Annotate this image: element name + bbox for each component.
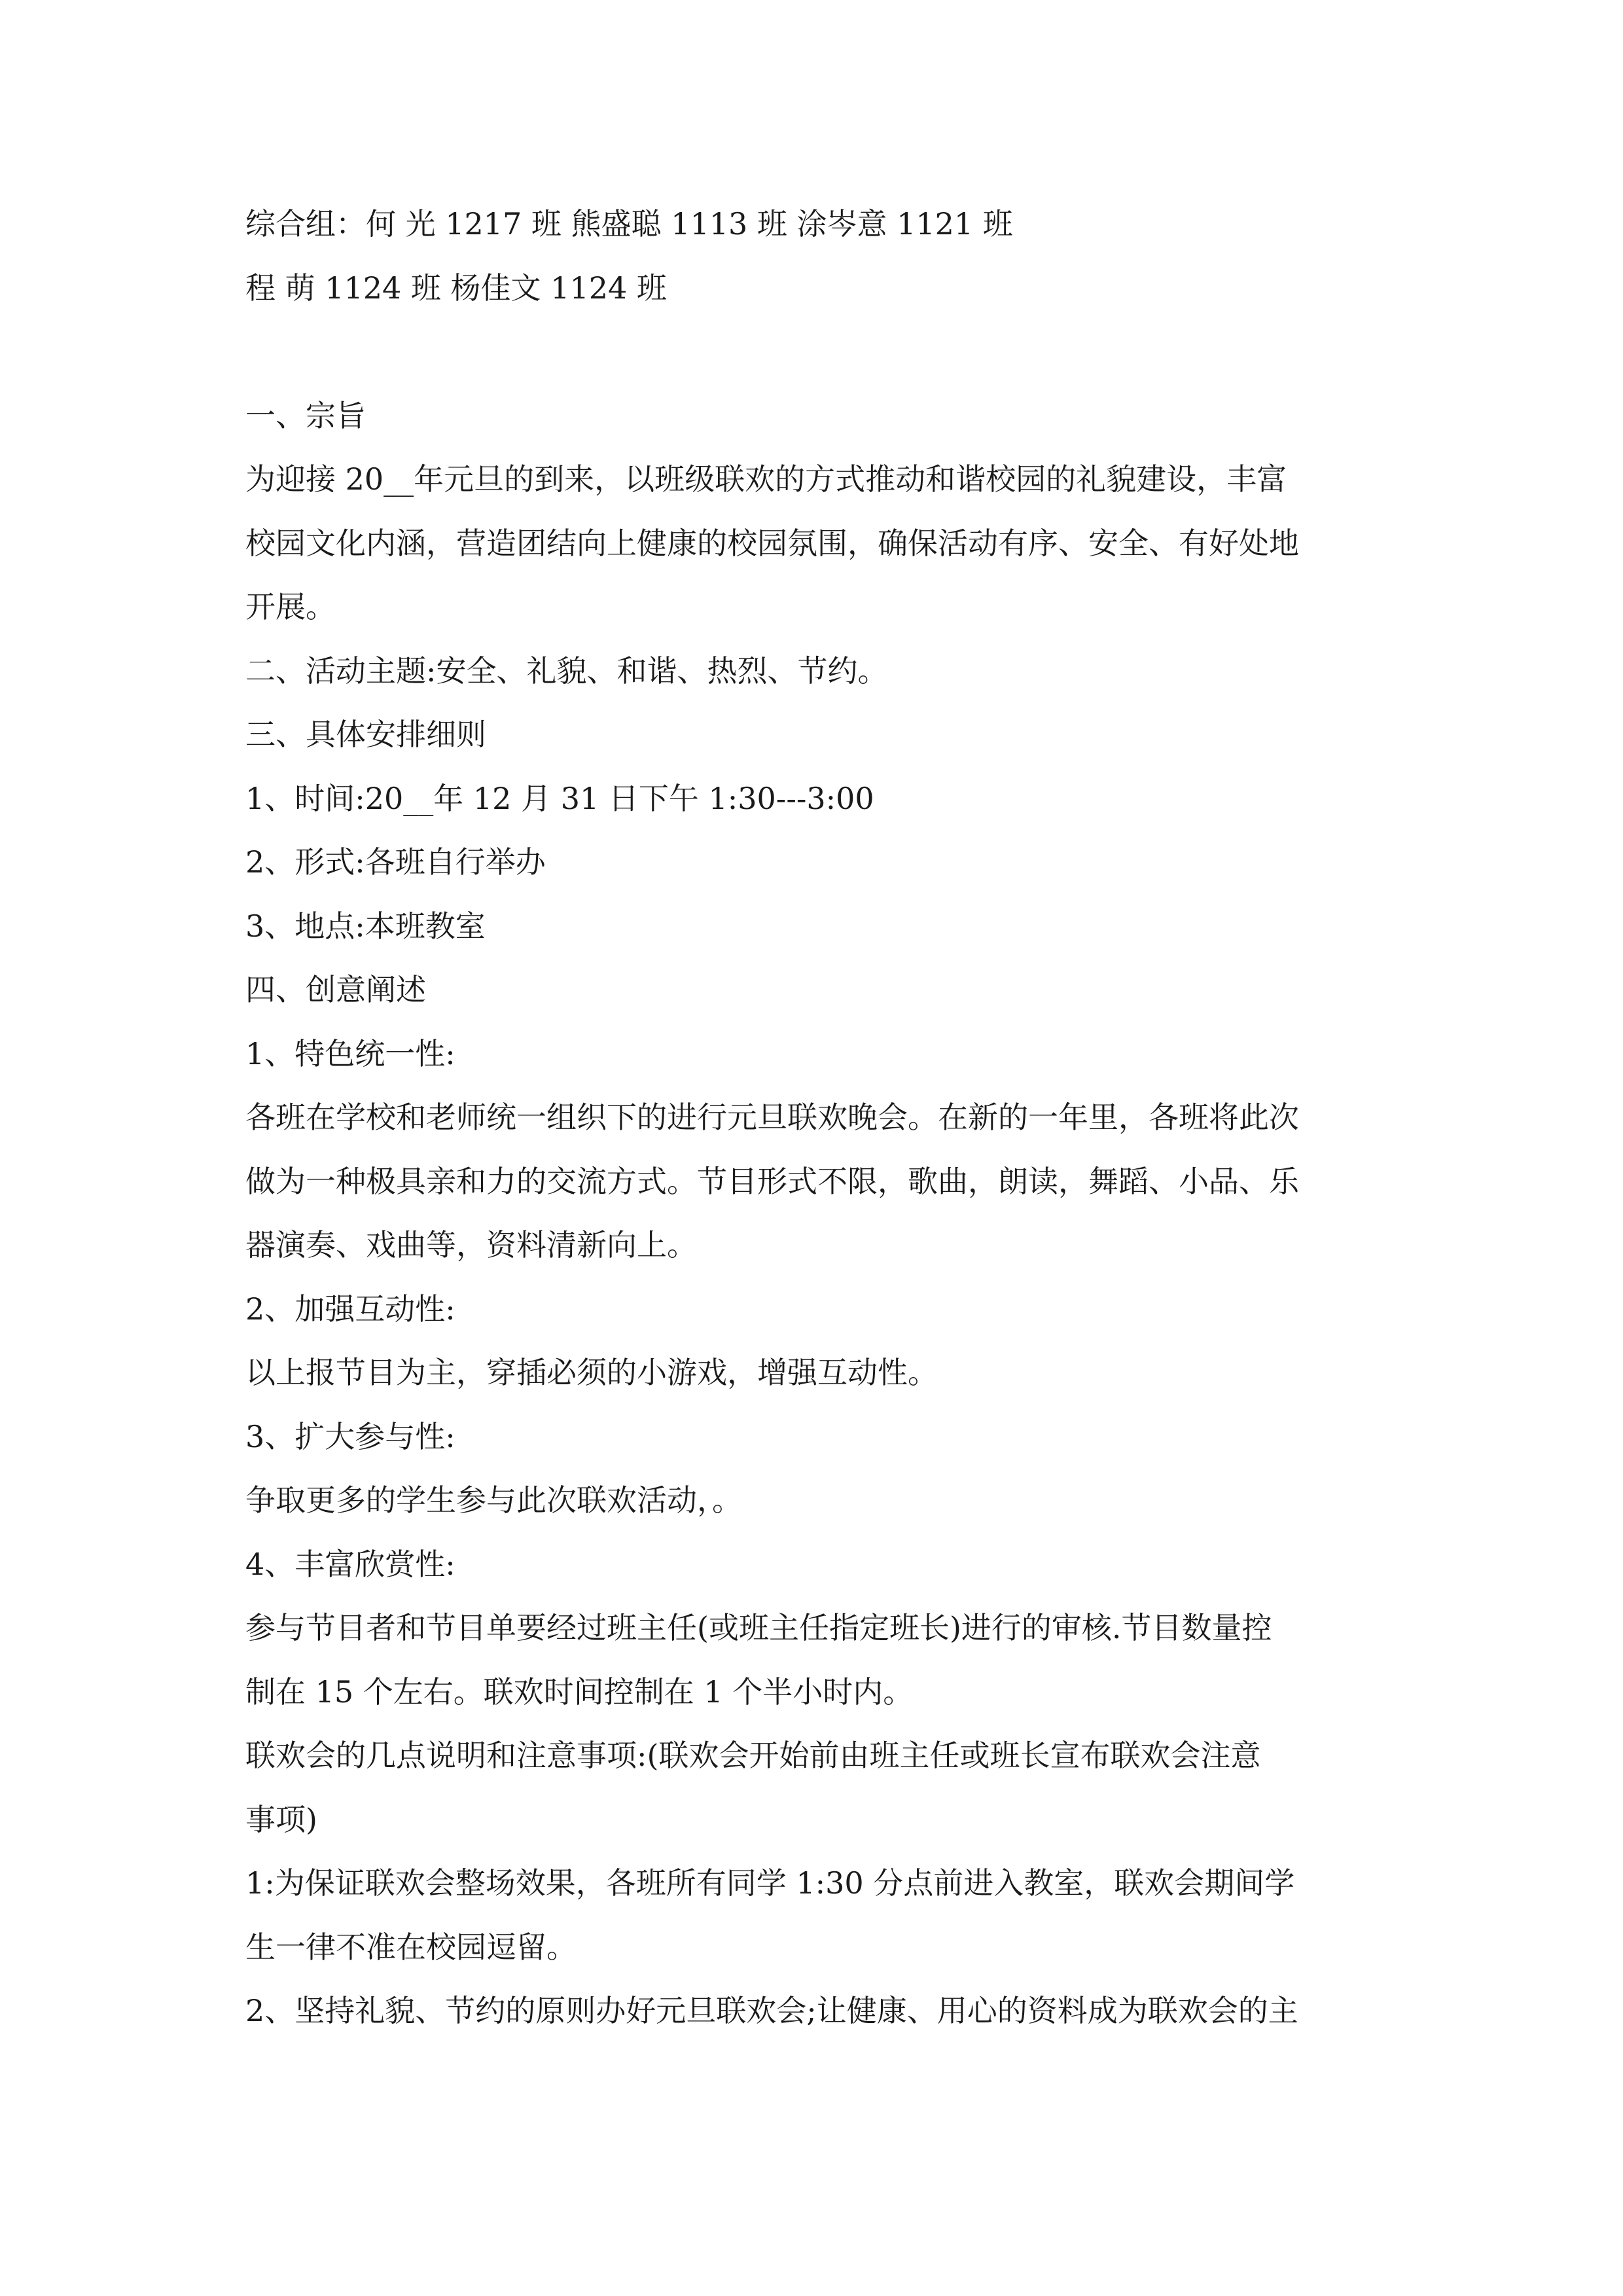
text-line: 做为一种极具亲和力的交流方式。节目形式不限，歌曲，朗读，舞蹈、小品、乐 (245, 1163, 1299, 1199)
subsection-heading: 3、扩大参与性: (245, 1418, 455, 1454)
subsection-heading: 4、丰富欣赏性: (245, 1546, 455, 1582)
text-line: 2、形式:各班自行举办 (245, 844, 546, 880)
text-line: 以上报节目为主，穿插必须的小游戏，增强互动性。 (245, 1355, 938, 1390)
text-line: 1:为保证联欢会整场效果，各班所有同学 1:30 分点前进入教室，联欢会期间学 (245, 1865, 1295, 1901)
subsection-heading: 2、加强互动性: (245, 1291, 455, 1327)
text-line: 参与节目者和节目单要经过班主任(或班主任指定班长)进行的审核.节目数量控 (245, 1610, 1272, 1645)
text-line: 器演奏、戏曲等，资料清新向上。 (245, 1227, 697, 1263)
section-heading: 四、创意阐述 (245, 972, 426, 1007)
text-line: 联欢会的几点说明和注意事项:(联欢会开始前由班主任或班长宣布联欢会注意 (245, 1738, 1261, 1773)
text-line: 争取更多的学生参与此次联欢活动，。 (245, 1482, 742, 1518)
text-line: 2、坚持礼貌、节约的原则办好元旦联欢会;让健康、用心的资料成为联欢会的主 (245, 1993, 1298, 2028)
subsection-heading: 1、特色统一性: (245, 1035, 455, 1071)
document-body (245, 192, 1384, 2043)
text-line: 各班在学校和老师统一组织下的进行元旦联欢晚会。在新的一年里，各班将此次 (245, 1100, 1299, 1135)
text-line: 3、地点:本班教室 (245, 908, 486, 944)
section-heading: 三、具体安排细则 (245, 717, 486, 752)
text-line: 1、时间:20__年 12 月 31 日下午 1:30---3:00 (245, 780, 874, 816)
text-line: 综合组：何 光 1217 班 熊盛聪 1113 班 涂岑意 1121 班 (245, 206, 1013, 242)
section-heading: 一、宗旨 (245, 397, 366, 433)
text-line: 开展。 (245, 589, 336, 624)
text-line: 为迎接 20__年元旦的到来，以班级联欢的方式推动和谐校园的礼貌建设，丰富 (245, 461, 1287, 497)
text-line: 事项) (245, 1801, 317, 1837)
text-line: 校园文化内涵，营造团结向上健康的校园氛围，确保活动有序、安全、有好处地 (245, 525, 1299, 561)
text-line: 生一律不准在校园逗留。 (245, 1929, 577, 1965)
text-line: 程 萌 1124 班 杨佳文 1124 班 (245, 270, 667, 306)
text-line: 制在 15 个左右。联欢时间控制在 1 个半小时内。 (245, 1674, 914, 1710)
section-heading: 二、活动主题:安全、礼貌、和谐、热烈、节约。 (245, 653, 888, 689)
blank-line (245, 320, 1384, 384)
